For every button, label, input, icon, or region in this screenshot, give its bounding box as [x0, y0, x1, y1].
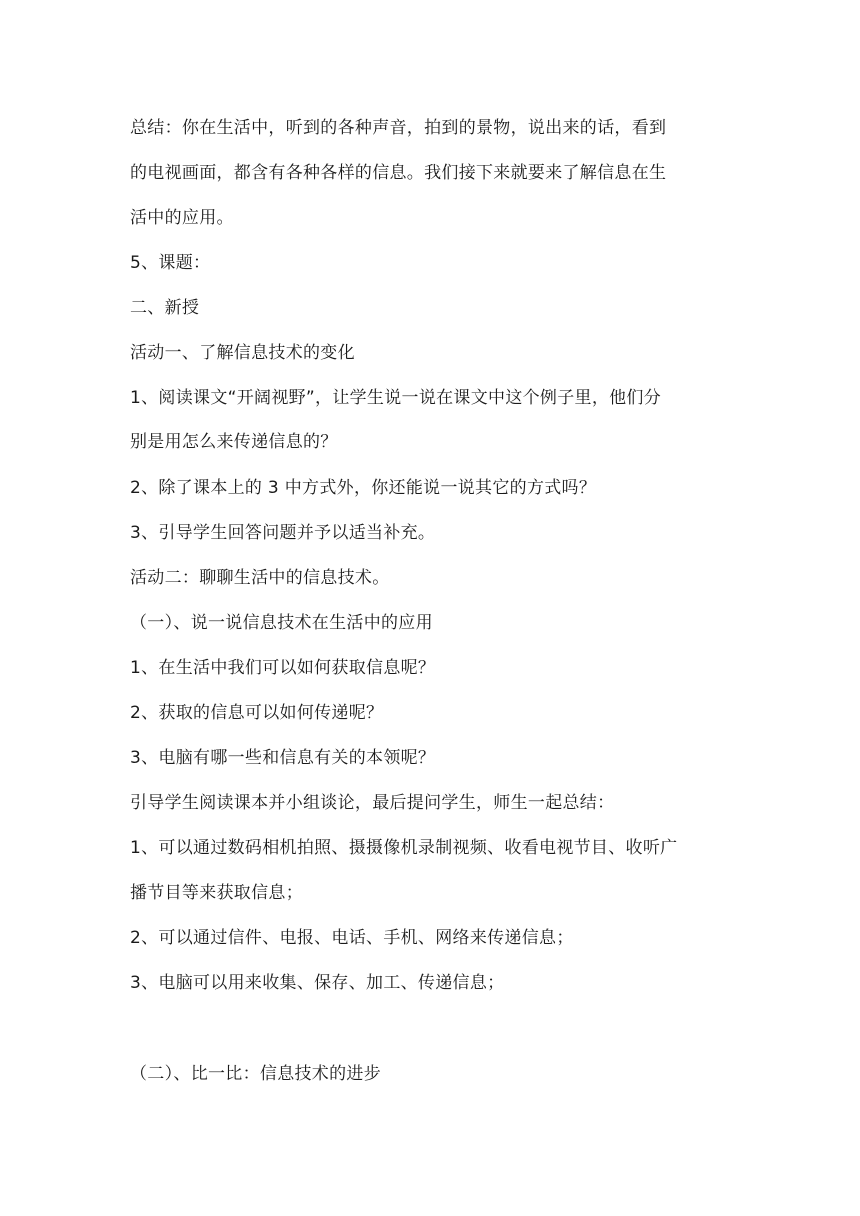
topic-heading: 5、课题： [130, 253, 211, 273]
summary-line-3: 活中的应用。 [130, 208, 234, 228]
activity-1-title: 活动一、了解信息技术的变化 [130, 343, 355, 363]
activity-2-answer-1-line-2: 播节目等来获取信息； [130, 883, 303, 903]
activity-2-question-1: 1、在生活中我们可以如何获取信息呢？ [130, 658, 436, 678]
activity-2-subsection-1: （一）、说一说信息技术在生活中的应用 [130, 613, 433, 633]
section-new-heading: 二、新授 [130, 298, 200, 318]
activity-2-subsection-2: （二）、比一比：信息技术的进步 [130, 1064, 381, 1084]
activity-1-item-1-line-2: 别是用怎么来传递信息的？ [130, 432, 338, 452]
activity-2-question-2: 2、获取的信息可以如何传递呢？ [130, 703, 384, 723]
activity-2-answer-2: 2、可以通过信件、电报、电话、手机、网络来传递信息； [130, 928, 574, 948]
activity-2-title: 活动二：聊聊生活中的信息技术。 [130, 568, 390, 588]
activity-2-answer-1-line-1: 1、可以通过数码相机拍照、摄摄像机录制视频、收看电视节目、收听广 [130, 838, 678, 858]
activity-2-question-3: 3、电脑有哪一些和信息有关的本领呢？ [130, 748, 436, 768]
activity-1-item-1-line-1: 1、阅读课文“开阔视野”，让学生说一说在课文中这个例子里，他们分 [130, 388, 662, 408]
activity-1-item-2: 2、除了课本上的 3 中方式外，你还能说一说其它的方式吗？ [130, 478, 597, 498]
activity-1-item-3: 3、引导学生回答问题并予以适当补充。 [130, 523, 436, 543]
summary-line-1: 总结：你在生活中，听到的各种声音，拍到的景物，说出来的话，看到 [130, 118, 667, 138]
summary-line-2: 的电视画面，都含有各种各样的信息。我们接下来就要来了解信息在生 [130, 163, 667, 183]
activity-2-guide: 引导学生阅读课本并小组谈论，最后提问学生，师生一起总结： [130, 793, 615, 813]
activity-2-answer-3: 3、电脑可以用来收集、保存、加工、传递信息； [130, 973, 505, 993]
